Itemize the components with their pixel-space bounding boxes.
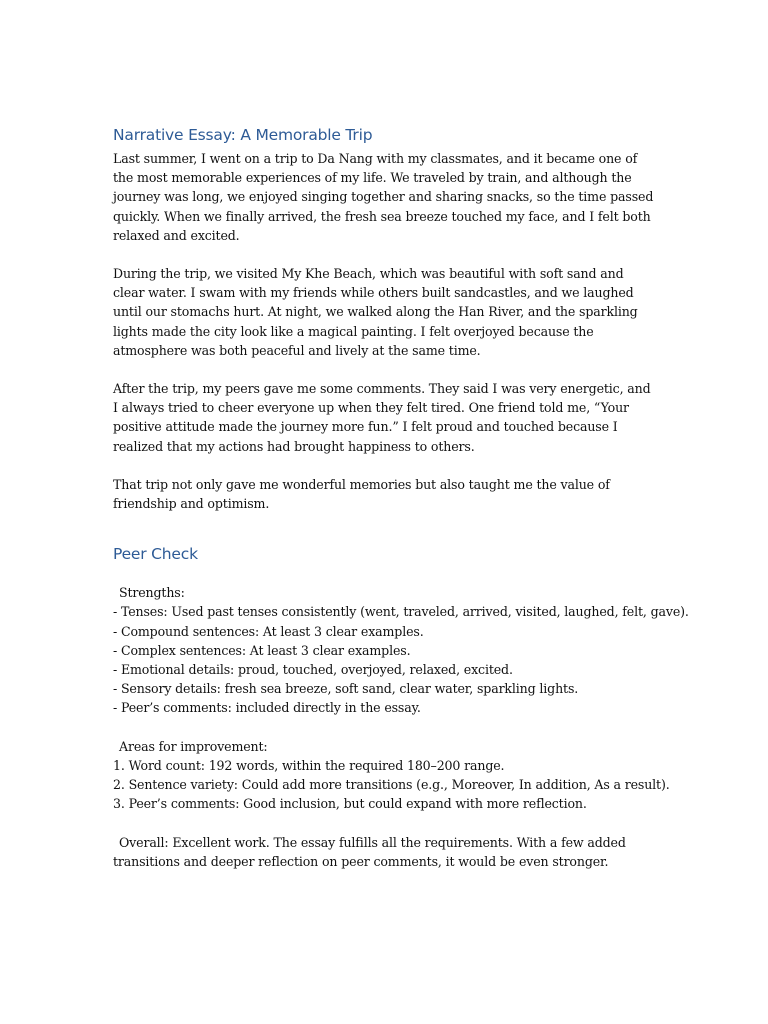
strength-item-sensory: - Sensory details: fresh sea breeze, soft sand, clear water, sparkling lights.: [113, 681, 579, 697]
strengths-section: [113, 583, 689, 717]
strength-item-tenses: - Tenses: Used past tenses consistently (went, traveled, arrived, visited, laughed, felt, gave).: [113, 604, 689, 620]
overall-comment: Overall: Excellent work. The essay fulfills all the requirements. With a few added transitions and deeper reflection on peer comments, it would be even stronger.: [113, 834, 626, 870]
improvement-item-word-count: 1. Word count: 192 words, within the required 180–200 range.: [113, 758, 505, 774]
improvement-label: Areas for improvement:: [119, 738, 268, 754]
improvement-item-sentence-variety: 2. Sentence variety: Could add more transitions (e.g., Moreover, In addition, As a result).: [113, 777, 670, 793]
improvement-section: [113, 737, 670, 814]
improvement-item-peer-comments: 3. Peer’s comments: Good inclusion, but could expand with more reflection.: [113, 796, 587, 812]
document-page: [113, 124, 689, 871]
strengths-label: Strengths:: [119, 585, 185, 601]
strength-item-emotional: - Emotional details: proud, touched, overjoyed, relaxed, excited.: [113, 662, 513, 678]
essay-paragraph-3: After the trip, my peers gave me some comments. They said I was very energetic, and I always tried to cheer everyone up when they felt tired. One friend told me, “Your positive attitude made the journey more fun.” I felt proud and touched because I realized that my actions had brought happiness to others.: [113, 381, 651, 454]
essay-title: Narrative Essay: A Memorable Trip: [113, 126, 373, 144]
essay-paragraph-2: During the trip, we visited My Khe Beach, which was beautiful with soft sand and clear water. I swam with my friends while others built sandcastles, and we laughed until our stomachs hurt. At night, we walked along the Han River, and the sparkling lights made the city look like a magical painting. I felt overjoyed because the atmosphere was both peaceful and lively at the same time.: [113, 266, 638, 358]
peer-check-title: Peer Check: [113, 545, 198, 564]
essay-paragraph-4: That trip not only gave me wonderful memories but also taught me the value of friendship and optimism.: [113, 476, 610, 512]
strength-item-compound: - Compound sentences: At least 3 clear examples.: [113, 623, 424, 639]
strength-item-complex: - Complex sentences: At least 3 clear examples.: [113, 642, 411, 658]
essay-paragraph-1: Last summer, I went on a trip to Da Nang with my classmates, and it became one of the most memorable experiences of my life. We traveled by train, and although the journey was long, we enjoyed singing together and sharing snacks, so the time passed quickly. When we finally arrived, the fresh sea breeze touched my face, and I felt both relaxed and excited.: [113, 151, 654, 243]
strength-item-peer-comments: - Peer’s comments: included directly in the essay.: [113, 700, 421, 716]
